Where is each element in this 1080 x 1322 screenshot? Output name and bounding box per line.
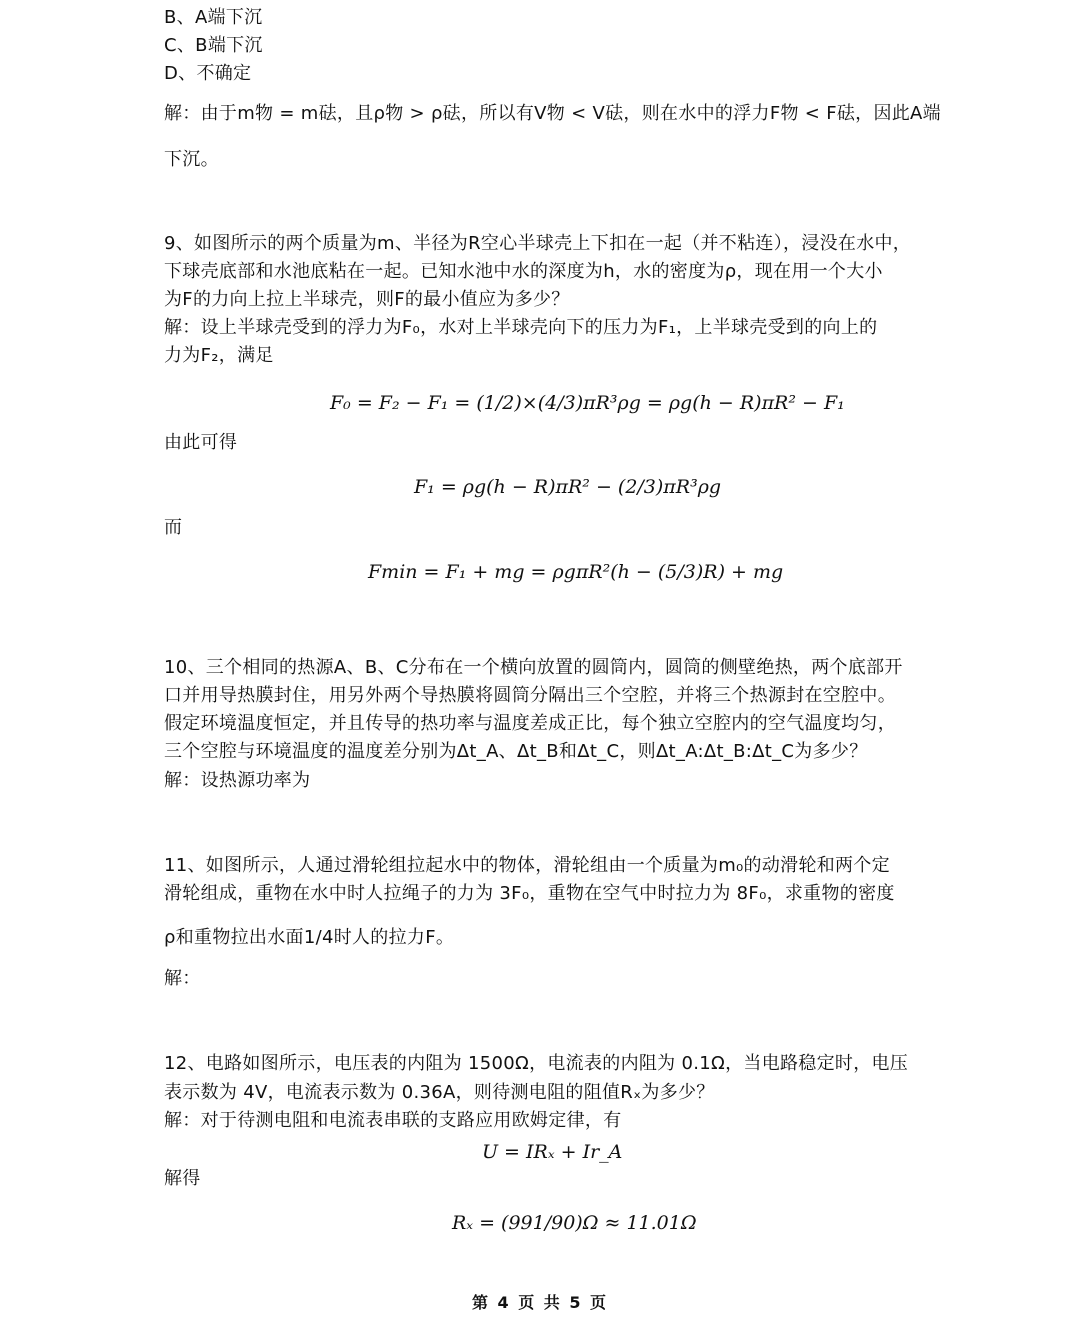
q12-line-2: 表示数为 4V，电流表示数为 0.36A，则待测电阻的阻值Rₓ为多少？ [164,1082,715,1103]
q9-line-2: 下球壳底部和水池底粘在一起。已知水池中水的深度为h，水的密度为ρ，现在用一个大小 [164,261,883,282]
q10-line-1: 10、三个相同的热源A、B、C分布在一个横向放置的圆筒内，圆筒的侧壁绝热，两个底部开 [164,657,903,678]
q9-line-3: 为F的力向上拉上半球壳，则F的最小值应为多少？ [164,289,570,310]
q12-line-1: 12、电路如图所示，电压表的内阻为 1500Ω，电流表的内阻为 0.1Ω，当电路稳定时，电压 [164,1053,909,1074]
q11-line-3: ρ和重物拉出水面1/4时人的拉力F。 [164,927,455,948]
q8-solution-line-1: 解：由于m物 = m砝，且ρ物 > ρ砝，所以有V物 < V砝，则在水中的浮力F物 < F砝，因此A端 [164,103,941,124]
q12-equation-2: Rₓ = (991/90)Ω ≈ 11.01Ω [452,1212,697,1234]
q10-line-3: 假定环境温度恒定，并且传导的热功率与温度差成正比，每个独立空腔内的空气温度均匀， [164,713,896,734]
q9-text-after-eq2: 而 [164,517,183,538]
q10-line-5: 解：设热源功率为 [164,770,311,791]
option-c: C、B端下沉 [164,35,263,56]
page-footer: 第 4 页 共 5 页 [471,1293,609,1312]
q9-line-1: 9、如图所示的两个质量为m、半径为R空心半球壳上下扣在一起（并不粘连），浸没在水中， [164,233,912,254]
q9-line-5: 力为F₂，满足 [164,345,274,366]
q12-text-after-eq1: 解得 [164,1168,201,1189]
q9-equation-1: F₀ = F₂ − F₁ = (1/2)×(4/3)πR³ρg = ρg(h − R)πR² − F₁ [330,392,845,414]
option-b: B、A端下沉 [164,7,263,28]
q11-line-1: 11、如图所示，人通过滑轮组拉起水中的物体，滑轮组由一个质量为m₀的动滑轮和两个定 [164,855,890,876]
q9-line-4: 解：设上半球壳受到的浮力为F₀，水对上半球壳向下的压力为F₁，上半球壳受到的向上的 [164,317,878,338]
q9-text-after-eq1: 由此可得 [164,432,238,453]
q8-solution-line-2: 下沉。 [164,149,219,170]
q10-line-2: 口并用导热膜封住，用另外两个导热膜将圆筒分隔出三个空腔，并将三个热源封在空腔中。 [164,685,896,706]
q9-equation-3: Fmin = F₁ + mg = ρgπR²(h − (5/3)R) + mg [368,561,784,583]
q11-line-4: 解： [164,968,201,989]
option-d: D、不确定 [164,63,252,84]
q12-equation-1: U = IRₓ + Ir_A [482,1141,623,1163]
q10-line-4: 三个空腔与环境温度的温度差分别为Δt_A、Δt_B和Δt_C，则Δt_A:Δt_B:Δt_C为多少？ [164,741,868,762]
q12-line-3: 解：对于待测电阻和电流表串联的支路应用欧姆定律，有 [164,1110,622,1131]
q9-equation-2: F₁ = ρg(h − R)πR² − (2/3)πR³ρg [414,476,722,498]
q11-line-2: 滑轮组成，重物在水中时人拉绳子的力为 3F₀，重物在空气中时拉力为 8F₀，求重物的密度 [164,883,895,904]
